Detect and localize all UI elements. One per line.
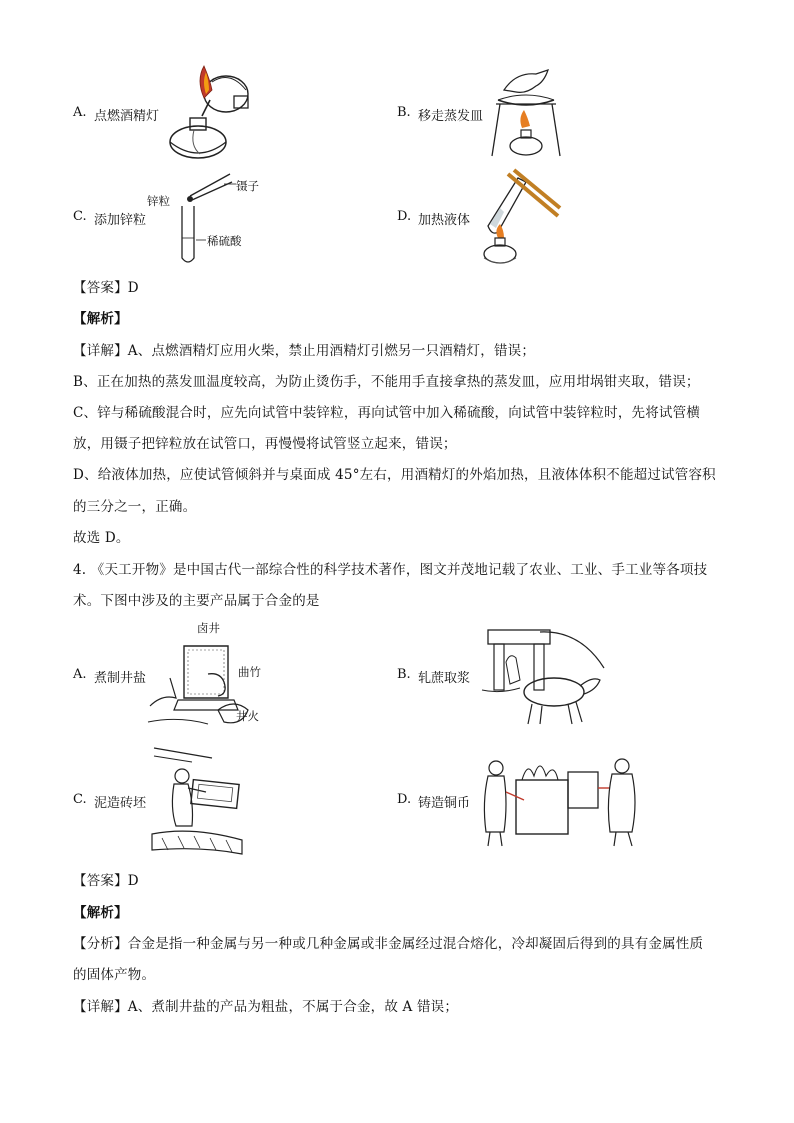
label-dilute-sulfuric-acid: 稀硫酸 [207,234,242,248]
q4-option-a-text: 煮制井盐 [94,671,147,686]
q4-analysis-heading: 【解析】 [73,905,128,921]
label-tweezers: 镊子 [236,179,259,193]
q3-detail-line: B、正在加热的蒸发皿温度较高，为防止烫伤手，不能用手直接拿热的蒸发皿，应用坩埚钳夹取，错误； [73,374,700,390]
figure-add-zinc [140,168,280,268]
q4-option-b-label: B. [397,667,411,682]
option-a-label: A. [73,105,87,120]
q3-detail-line: 【详解】A、点燃酒精灯应用火柴，禁止用酒精灯引燃另一只酒精灯，错误； [73,343,536,359]
q3-analysis-heading: 【解析】 [73,311,128,327]
option-c-text: 添加锌粒 [94,213,147,228]
option-b-text: 移走蒸发皿 [418,109,484,124]
option-c-label: C. [73,209,87,224]
q3-answer: 【答案】D [73,280,139,296]
q3-detail-line: C、锌与稀硫酸混合时，应先向试管中装锌粒，再向试管中加入稀硫酸，向试管中装锌粒时，先将试管横 [73,405,701,421]
figure-light-alcohol-lamp [160,60,260,165]
figure-mud-bricks [152,742,252,860]
q4-option-d-text: 铸造铜币 [418,796,471,811]
figure-press-sugarcane [480,624,610,730]
option-b-label: B. [397,105,411,120]
q3-detail-line: 故选 D。 [73,530,130,546]
q4-analysis-line: 的固体产物。 [73,967,156,983]
label-curved-bamboo: 曲竹 [238,665,261,679]
q4-stem-line: 术。下图中涉及的主要产品属于合金的是 [73,593,320,609]
q4-option-b-text: 轧蔗取浆 [418,671,471,686]
q4-stem-line: 4. 《天工开物》是中国古代一部综合性的科学技术著作，图文并茂地记载了农业、工业、手工业等各项技 [73,562,708,578]
q3-detail-line: D、给液体加热，应使试管倾斜并与桌面成 45°左右，用酒精灯的外焰加热，且液体体积不能超过试管容积 [73,467,716,483]
option-a-text: 点燃酒精灯 [94,109,160,124]
q4-option-a-label: A. [73,667,87,682]
option-d-label: D. [397,209,412,224]
figure-move-evaporating-dish [486,68,566,163]
q4-answer: 【答案】D [73,873,139,889]
q4-option-d-label: D. [397,792,412,807]
q4-option-c-label: C. [73,792,87,807]
q4-option-c-text: 泥造砖坯 [94,796,147,811]
option-d-text: 加热液体 [418,213,471,228]
figure-heat-liquid [474,168,564,268]
q3-detail-line: 放，用镊子把锌粒放在试管口，再慢慢将试管竖立起来，错误； [73,436,457,452]
q4-detail-line: 【详解】A、煮制井盐的产品为粗盐，不属于合金，故 A 错误； [73,999,459,1015]
q3-detail-line: 的三分之一，正确。 [73,499,197,515]
q4-analysis-line: 【分析】合金是指一种金属与另一种或几种金属或非金属经过混合熔化，冷却凝固后得到的具有金属性质 [73,936,704,952]
label-brine-well: 卤井 [197,621,220,635]
label-well-fire: 井火 [236,709,259,723]
figure-cast-copper-coins [476,752,644,848]
label-zinc: 锌粒 [147,194,170,208]
